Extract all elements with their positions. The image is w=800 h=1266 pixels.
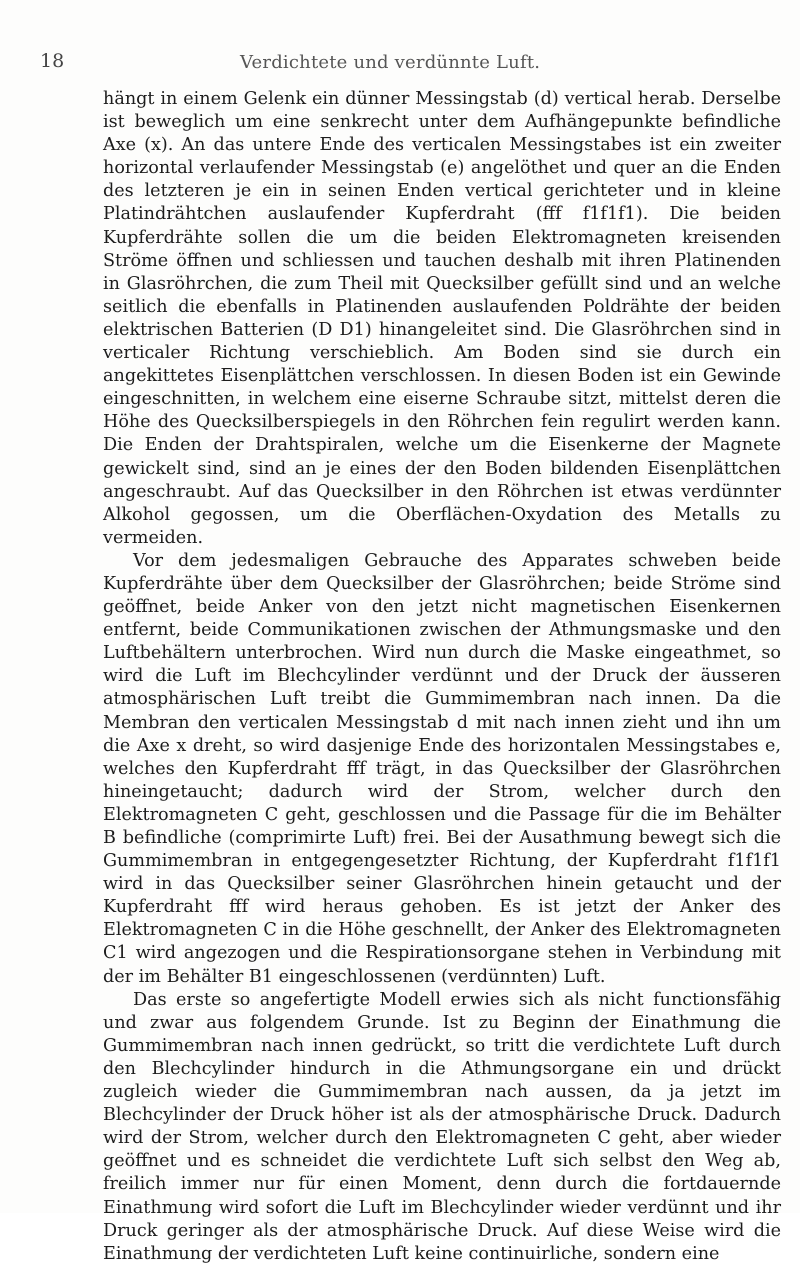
page-number: 18 — [40, 50, 65, 72]
running-head: Verdichtete und verdünnte Luft. — [240, 52, 541, 73]
page-header — [40, 50, 760, 80]
paragraph-first-model: Das erste so angefertigte Modell erwies sich als nicht functionsfähig und zwar aus folgendem Grunde. Ist zu Beginn der Einathmung die Gummimembran nach innen gedrückt, so tritt die verdichtete Luft durch den Blechcylinder hindurch in die Athmungsorgane ein und drückt zugleich wieder die Gummimembran nach aussen, da ja jetzt im Blechcylinder der Druck höher ist als der atmosphärische Druck. Dadurch wird der Strom, welcher durch den Elektromagneten C geht, aber wieder geöffnet und es schneidet die verdichtete Luft sich selbst den Weg ab, freilich immer nur für einen Moment, denn durch die fortdauernde Einathmung wird sofort die Luft im Blechcylinder wieder verdünnt und ihr Druck geringer als der atmosphärische Druck. Auf diese Weise wird die Einathmung der verdichteten Luft keine continuirliche, sondern eine — [103, 989, 781, 1264]
body-text — [103, 88, 781, 1266]
paragraph-apparatus-description: hängt in einem Gelenk ein dünner Messingstab (d) vertical herab. Derselbe ist beweglich um eine senkrecht unter dem Aufhängepunkte befindliche Axe (x). An das untere Ende des verticalen Messingstabes ist ein zweiter horizontal verlaufender Messingstab (e) angelöthet und quer an die Enden des letzteren je ein in seinen Enden vertical gerichteter und in kleine Platindrähtchen auslaufender Kupferdraht (fff f1f1f1). Die beiden Kupferdrähte sollen die um die beiden Elektromagneten kreisenden Ströme öffnen und schliessen und tauchen deshalb mit ihren Platinenden in Glasröhrchen, die zum Theil mit Quecksilber gefüllt sind und an welche seitlich die ebenfalls in Platinenden auslaufenden Poldrähte der beiden elektrischen Batterien (D D1) hinangeleitet sind. Die Glasröhrchen sind in verticaler Richtung verschieblich. Am Boden sind sie durch ein angekittetes Eisenplättchen verschlossen. In diesen Boden ist ein Gewinde eingeschnitten, in welchem eine eiserne Schraube sitzt, mittelst deren die Höhe des Quecksilberspiegels in den Röhrchen fein regulirt werden kann. Die Enden der Drahtspiralen, welche um die Eisenkerne der Magnete gewickelt sind, sind an je eines der den Boden bildenden Eisenplättchen angeschraubt. Auf das Quecksilber in den Röhrchen ist etwas verdünnter Alkohol gegossen, um die Oberflächen-Oxydation des Metalls zu vermeiden. — [103, 89, 781, 548]
paragraph-operation: Vor dem jedesmaligen Gebrauche des Apparates schweben beide Kupferdrähte über dem Quecksilber der Glasröhrchen; beide Ströme sind geöffnet, beide Anker von den jetzt nicht magnetischen Eisenkernen entfernt, beide Communikationen zwischen der Athmungsmaske und den Luftbehältern unterbrochen. Wird nun durch die Maske eingeathmet, so wird die Luft im Blechcylinder verdünnt und der Druck der äusseren atmosphärischen Luft treibt die Gummimembran nach innen. Da die Membran den verticalen Messingstab d mit nach innen zieht und ihn um die Axe x dreht, so wird dasjenige Ende des horizontalen Messingstabes e, welches den Kupferdraht fff trägt, in das Quecksilber der Glasröhrchen hineingetaucht; dadurch wird der Strom, welcher durch den Elektromagneten C geht, geschlossen und die Passage für die im Behälter B befindliche (comprimirte Luft) frei. Bei der Ausathmung bewegt sich die Gummimembran in entgegengesetzter Richtung, der Kupferdraht f1f1f1 wird in das Quecksilber seiner Glasröhrchen hinein getaucht und der Kupferdraht fff wird heraus gehoben. Es ist jetzt der Anker des Elektromagneten C in die Höhe geschnellt, der Anker des Elektromagneten C1 wird angezogen und die Respirationsorgane stehen in Verbindung mit der im Behälter B1 eingeschlossenen (verdünnten) Luft. — [103, 550, 781, 987]
